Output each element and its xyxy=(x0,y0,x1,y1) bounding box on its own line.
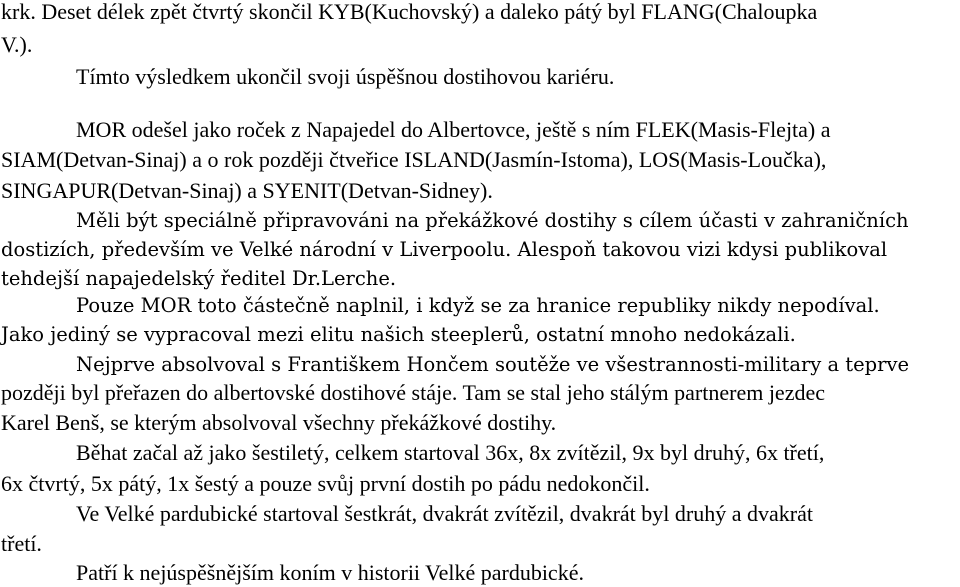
text-line: SINGAPUR(Detvan-Sinaj) a SYENIT(Detvan-Sidney). xyxy=(1,178,493,203)
text-line: Pouze MOR toto částečně naplnil, i když se za hranice republiky nikdy nepodíval. xyxy=(76,294,880,317)
text-line: V.). xyxy=(1,32,33,57)
text-line: Ve Velké pardubické startoval šestkrát, dvakrát zvítězil, dvakrát byl druhý a dvakrát xyxy=(76,501,813,526)
text-line: Běhat začal až jako šestiletý, celkem startoval 36x, 8x zvítězil, 9x byl druhý, 6x třetí, xyxy=(76,440,825,465)
text-line: třetí. xyxy=(1,531,42,556)
text-line: 6x čtvrtý, 5x pátý, 1x šestý a pouze svůj první dostih po pádu nedokončil. xyxy=(1,471,650,496)
text-line: SIAM(Detvan-Sinaj) a o rok později čtveřice ISLAND(Jasmín-Istoma), LOS(Masis-Loučka), xyxy=(1,147,827,172)
text-line: Patří k nejúspěšnějším koním v historii Velké pardubické. xyxy=(76,560,584,585)
text-line: Tímto výsledkem ukončil svoji úspěšnou dostihovou kariéru. xyxy=(76,64,615,89)
text-line: krk. Deset délek zpět čtvrtý skončil KYB(Kuchovský) a daleko pátý byl FLANG(Chaloupka xyxy=(1,0,818,24)
text-line: tehdejší napajedelský ředitel Dr.Lerche. xyxy=(1,267,397,290)
text-line: později byl přeřazen do albertovské dostihové stáje. Tam se stal jeho stálým partnerem jezdec xyxy=(1,380,825,405)
text-line: Nejprve absolvoval s Františkem Hončem soutěže ve všestrannosti-military a teprve xyxy=(76,353,910,376)
text-line: MOR odešel jako roček z Napajedel do Albertovce, ještě s ním FLEK(Masis-Flejta) a xyxy=(76,117,831,142)
text-line: Měli být speciálně připravováni na překážkové dostihy s cílem účasti v zahraničních xyxy=(76,209,909,232)
text-line: Jako jediný se vypracoval mezi elitu našich steeplerů, ostatní mnoho nedokázali. xyxy=(1,323,796,346)
text-line: Karel Benš, se kterým absolvoval všechny překážkové dostihy. xyxy=(1,410,557,435)
text-line: dostizích, především ve Velké národní v Liverpoolu. Alespoň takovou vizi kdysi publikoval xyxy=(1,238,888,261)
